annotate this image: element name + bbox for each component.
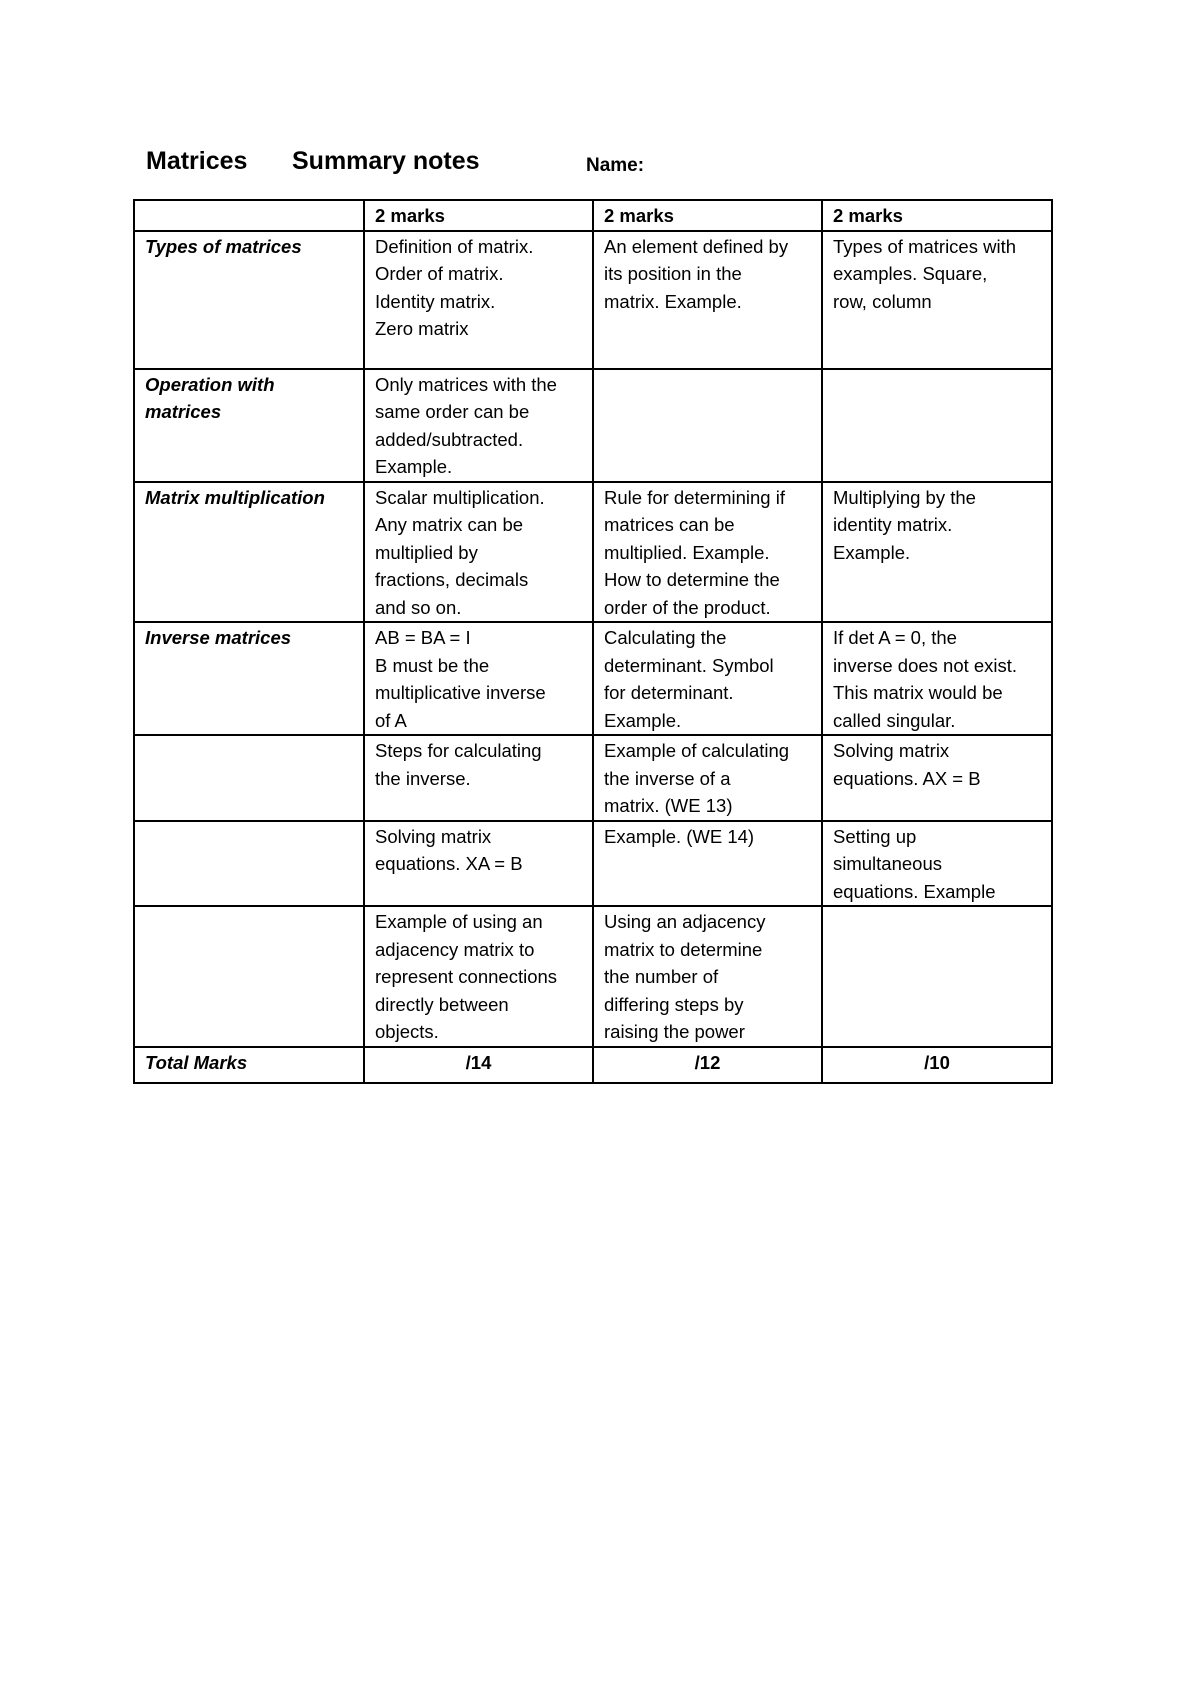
table-cell	[364, 231, 593, 369]
cell-line: Solving matrix	[833, 740, 950, 761]
row-label: Inverse matrices	[134, 622, 364, 735]
row-label: Types of matrices	[134, 231, 364, 369]
cell-line: Zero matrix	[375, 318, 469, 339]
cell-line: Solving matrix	[375, 825, 492, 847]
cell-line: Example of using an	[375, 911, 543, 932]
table-row	[134, 622, 1052, 735]
table-cell	[822, 482, 1052, 623]
cell-line: AB = BA = I	[375, 627, 471, 648]
table-cell	[822, 369, 1052, 482]
cell-line: Setting up	[833, 825, 917, 847]
total-marks-value: /12	[593, 1047, 822, 1083]
total-marks-value: /10	[822, 1047, 1052, 1083]
cell-line: directly between	[375, 993, 509, 1015]
cell-line: Example.	[604, 709, 682, 731]
table-cell	[822, 622, 1052, 735]
cell-line: for determinant.	[604, 682, 734, 703]
table-row	[134, 735, 1052, 821]
cell-line: the number of	[604, 966, 719, 987]
cell-line: identity matrix.	[833, 514, 953, 535]
summary-table	[133, 199, 1053, 1084]
page-header	[146, 147, 1046, 187]
table-cell	[593, 906, 822, 1047]
cell-line: equations. XA = B	[375, 853, 523, 874]
table-cell	[593, 622, 822, 735]
cell-line: fractions, decimals	[375, 569, 529, 590]
cell-line: examples. Square,	[833, 263, 988, 284]
cell-line: the inverse of a	[604, 767, 731, 789]
cell-line: called singular.	[833, 709, 956, 731]
cell-line: matrix. Example.	[604, 290, 742, 312]
header-corner-cell	[134, 200, 364, 231]
table-cell	[593, 735, 822, 821]
cell-line: simultaneous	[833, 853, 943, 874]
cell-line: Order of matrix.	[375, 263, 504, 284]
table-cell	[822, 231, 1052, 369]
total-marks-value: /14	[364, 1047, 593, 1083]
table-cell	[593, 482, 822, 623]
cell-line: matrix. (WE 13)	[604, 795, 733, 816]
table-cell	[364, 821, 593, 907]
row-label	[134, 821, 364, 907]
cell-line: Example. (WE 14)	[604, 825, 755, 847]
cell-line: multiplicative inverse	[375, 682, 546, 703]
cell-line: of A	[375, 709, 407, 731]
cell-line: Identity matrix.	[375, 290, 496, 312]
row-label: Operation with matrices	[134, 369, 364, 482]
total-row	[134, 1047, 1052, 1083]
table-row	[134, 231, 1052, 369]
row-label: Matrix multiplication	[134, 482, 364, 623]
cell-line: Multiplying by the	[833, 486, 976, 508]
table-cell	[593, 821, 822, 907]
cell-line: equations. AX = B	[833, 767, 981, 789]
cell-line: Example.	[375, 456, 453, 477]
cell-line: represent connections	[375, 966, 558, 987]
row-label	[134, 735, 364, 821]
cell-line: matrices can be	[604, 514, 735, 535]
cell-line: Example of calculating	[604, 740, 790, 761]
table-cell	[364, 622, 593, 735]
document-title: Matrices	[146, 147, 248, 175]
cell-line: order of the product.	[604, 596, 771, 618]
table-cell	[822, 735, 1052, 821]
cell-line: objects.	[375, 1021, 439, 1042]
cell-line: multiplied. Example.	[604, 541, 770, 563]
cell-line: differing steps by	[604, 993, 744, 1015]
cell-line: the inverse.	[375, 767, 471, 789]
table-cell	[364, 369, 593, 482]
cell-line: Any matrix can be	[375, 514, 524, 535]
table-cell	[822, 821, 1052, 907]
cell-line: added/subtracted.	[375, 428, 524, 450]
cell-line: Types of matrices with	[833, 235, 1017, 257]
document-subtitle: Summary notes	[292, 147, 480, 175]
cell-line: B must be the	[375, 654, 490, 676]
cell-line: Example.	[833, 541, 911, 563]
column-header-1: 2 marks	[364, 200, 593, 231]
table-row	[134, 482, 1052, 623]
cell-line: determinant. Symbol	[604, 654, 774, 676]
cell-line: row, column	[833, 290, 932, 312]
name-label: Name:	[586, 155, 645, 176]
table-cell	[364, 906, 593, 1047]
cell-line: Scalar multiplication.	[375, 486, 545, 508]
cell-line: and so on.	[375, 596, 462, 618]
total-marks-label: Total Marks	[134, 1047, 364, 1083]
cell-line: same order can be	[375, 401, 530, 422]
table-row	[134, 821, 1052, 907]
cell-line: its position in the	[604, 263, 742, 284]
cell-line: Rule for determining if	[604, 486, 785, 508]
cell-line: If det A = 0, the	[833, 627, 957, 648]
table-row	[134, 906, 1052, 1047]
cell-line: How to determine the	[604, 569, 780, 590]
cell-line: Steps for calculating	[375, 740, 542, 761]
cell-line: An element defined by	[604, 235, 789, 257]
table-cell	[364, 482, 593, 623]
cell-line: inverse does not exist.	[833, 654, 1018, 676]
row-label	[134, 906, 364, 1047]
header-row	[134, 200, 1052, 231]
table-cell	[593, 369, 822, 482]
cell-line: equations. Example	[833, 880, 996, 902]
cell-line: raising the power	[604, 1021, 745, 1042]
table-cell	[822, 906, 1052, 1047]
column-header-3: 2 marks	[822, 200, 1052, 231]
cell-line: This matrix would be	[833, 682, 1003, 703]
table-cell	[364, 735, 593, 821]
cell-line: Definition of matrix.	[375, 235, 534, 257]
column-header-2: 2 marks	[593, 200, 822, 231]
table-row	[134, 369, 1052, 482]
cell-line: adjacency matrix to	[375, 938, 535, 960]
cell-line: Calculating the	[604, 627, 727, 648]
cell-line: matrix to determine	[604, 938, 763, 960]
cell-line: multiplied by	[375, 541, 478, 563]
table-cell	[593, 231, 822, 369]
cell-line: Only matrices with the	[375, 373, 557, 395]
cell-line: Using an adjacency	[604, 911, 766, 932]
